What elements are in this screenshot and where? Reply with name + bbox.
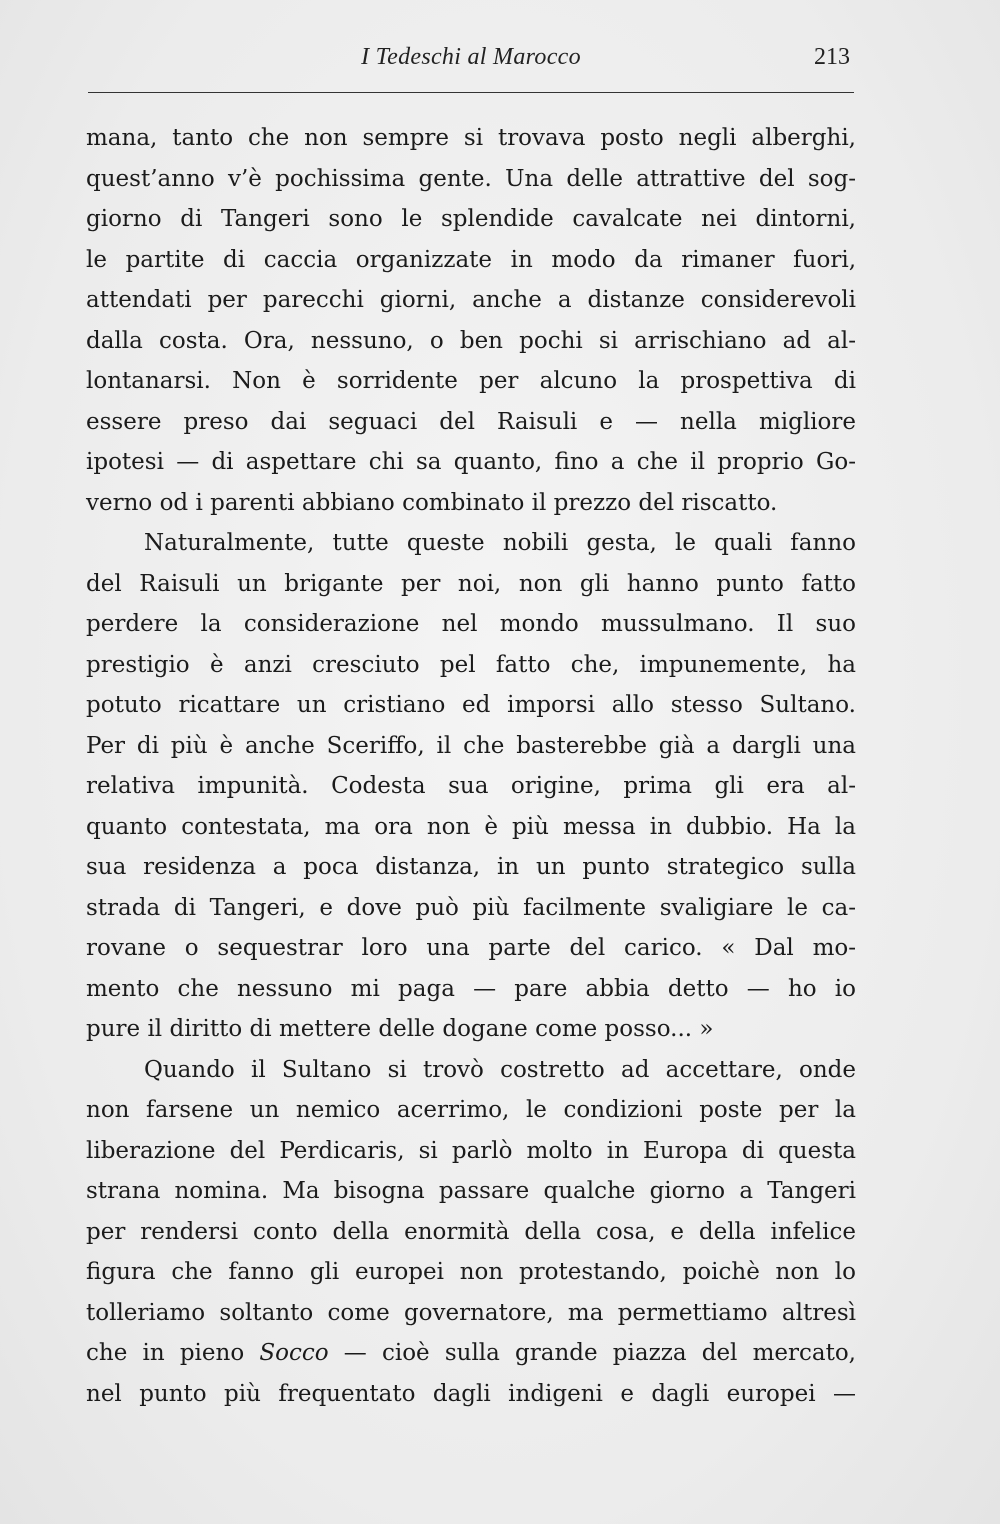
text-line: strana nomina. Ma bisogna passare qualche giorno a Tangeri [86,1178,856,1204]
text-line: Per di più è anche Sceriffo, il che basterebbe già a dargli una [86,732,856,759]
text-line: attendati per parecchi giorni, anche a distanze considerevoli [86,287,856,313]
text-line: giorno di Tangeri sono le splendide cavalcate nei dintorni, [86,206,856,232]
body-text [86,118,856,1414]
text-line: non farsene un nemico acerrimo, le condizioni poste per la [86,1097,856,1123]
text-line: potuto ricattare un cristiano ed imporsi allo stesso Sultano. [86,692,856,718]
text-line: del Raisuli un brigante per noi, non gli hanno punto fatto [86,570,856,597]
text-line: figura che fanno gli europei non protestando, poichè non lo [86,1259,856,1285]
text-line: rovane o sequestrar loro una parte del carico. « Dal mo- [86,935,856,961]
text-line: sua residenza a poca distanza, in un punto strategico sulla [86,854,856,880]
paragraph-first-line: Quando il Sultano si trovò costretto ad accettare, onde [144,1056,856,1083]
page-header [88,40,854,80]
paragraph-first-line: Naturalmente, tutte queste nobili gesta, le quali fanno [144,530,856,556]
text-line: mento che nessuno mi paga — pare abbia detto — ho io [86,975,856,1002]
header-rule [88,92,854,93]
text-line: mana, tanto che non sempre si trovava posto negli alberghi, [86,125,856,151]
text-line: dalla costa. Ora, nessuno, o ben pochi si arrischiano ad al- [86,327,856,354]
text-line: pure il diritto di mettere delle dogane come posso... » [86,1016,714,1042]
text-line: tolleriamo soltanto come governatore, ma permettiamo altresì [86,1299,856,1326]
text-line: relativa impunità. Codesta sua origine, prima gli era al- [86,773,856,799]
text-line: lontanarsi. Non è sorridente per alcuno la prospettiva di [86,368,856,394]
text-line: per rendersi conto della enormità della cosa, e della infelice [86,1218,856,1245]
text-line: prestigio è anzi cresciuto pel fatto che, impunemente, ha [86,651,856,678]
text-line: quest’anno v’è pochissima gente. Una delle attrattive del sog- [86,165,856,192]
text-line: quanto contestata, ma ora non è più messa in dubbio. Ha la [86,813,856,840]
text-line: nel punto più frequentato dagli indigeni e dagli europei — [86,1380,856,1407]
page-number: 213 [814,44,850,70]
text-run: — cioè sulla grande piazza del mercato, [328,1340,856,1366]
text-line: essere preso dai seguaci del Raisuli e — nella migliore [86,408,856,435]
text-run: che in pieno [86,1340,260,1366]
text-line: perdere la considerazione nel mondo mussulmano. Il suo [86,611,856,637]
text-line: liberazione del Perdicaris, si parlò molto in Europa di questa [86,1137,856,1164]
text-line: le partite di caccia organizzate in modo da rimaner fuori, [86,246,856,273]
text-line: verno od i parenti abbiano combinato il prezzo del riscatto. [86,489,778,516]
text-line-with-italic [86,1333,856,1374]
text-line: ipotesi — di aspettare chi sa quanto, fino a che il proprio Go- [86,449,856,475]
text-line: strada di Tangeri, e dove può più facilmente svaligiare le ca- [86,894,856,921]
italic-word: Socco [259,1340,329,1366]
running-title: I Tedeschi al Marocco [361,44,581,70]
